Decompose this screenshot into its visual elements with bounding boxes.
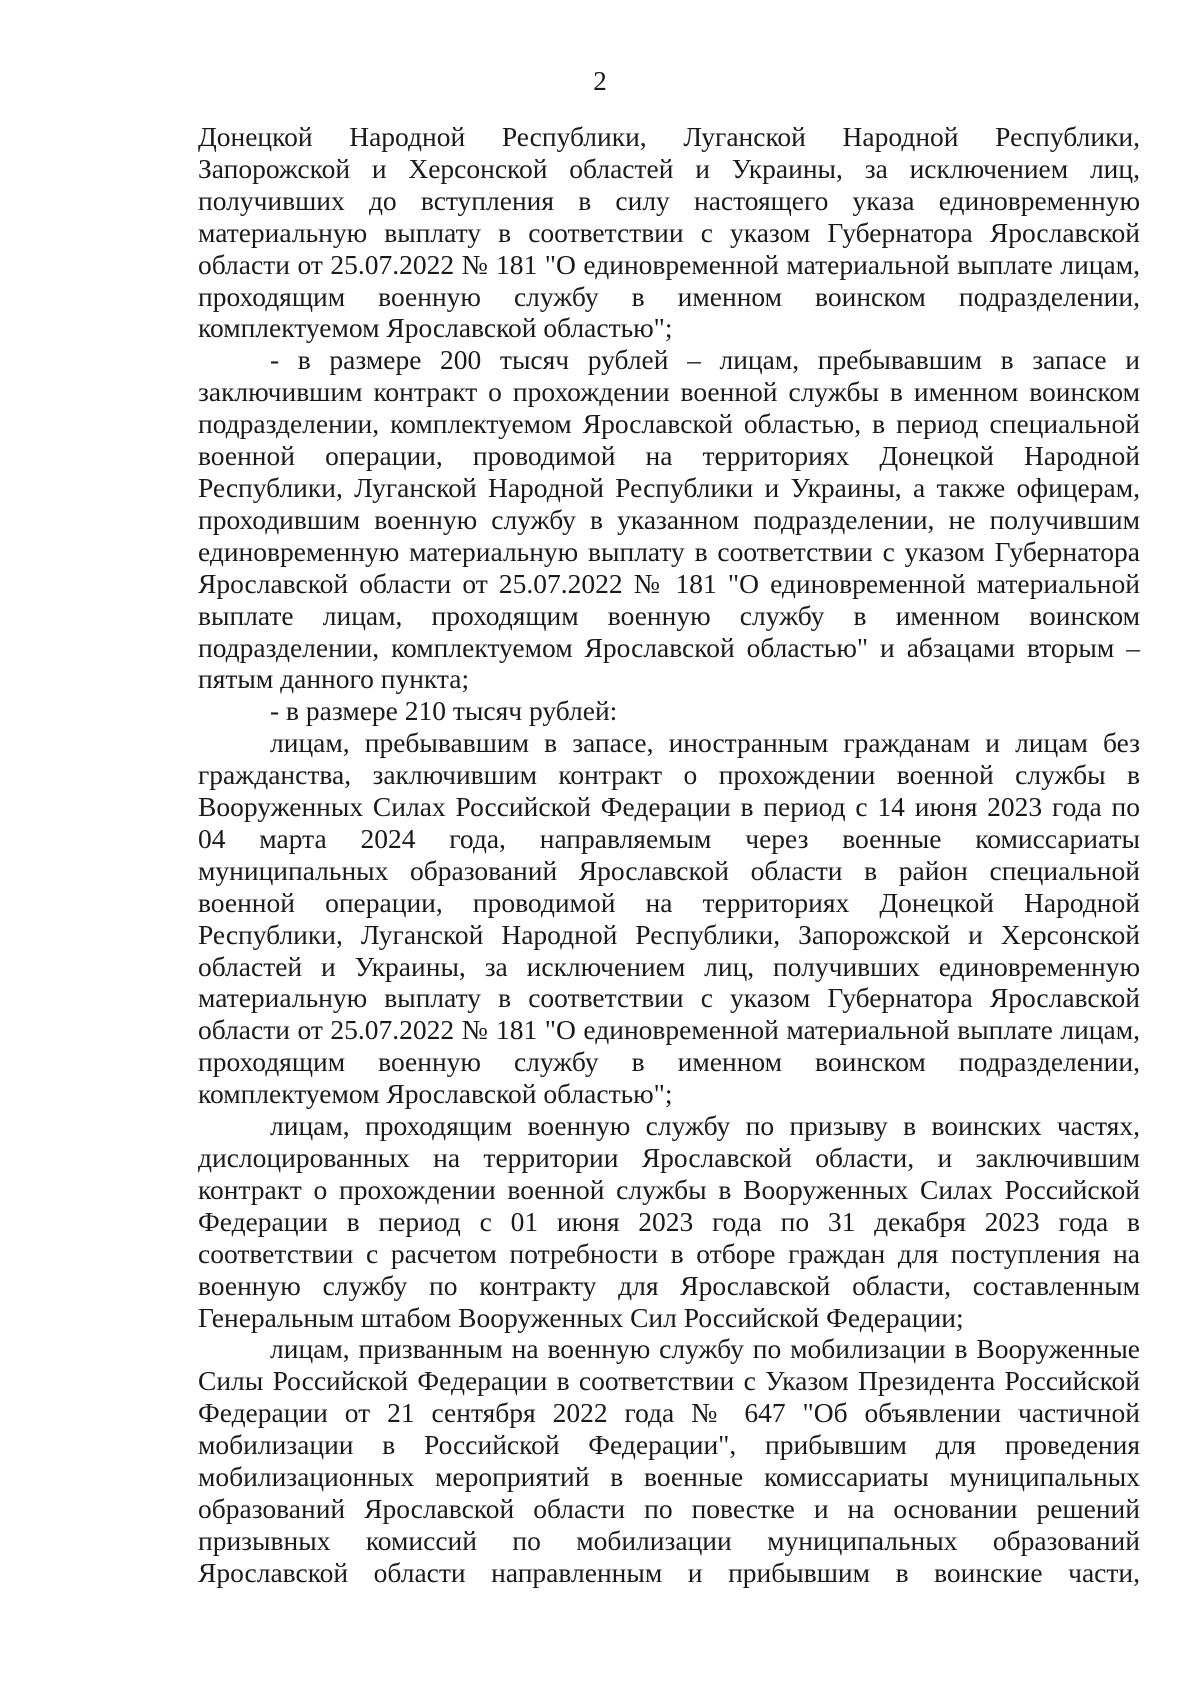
paragraph-mobilized: лицам, призванным на военную службу по мобилизации в Вооруженные Силы Российской Федерации в соответствии с Указом Президента Российской Федерации от 21 сентября 2022 года № 647 "Об объявлении частичной мобилизации в Российской Федерации", прибывшим для проведения мобилизационных мероприятий в военные комиссариаты муниципальных образований Ярославской области по повестке и на основании решений призывных комиссий по мобилизации муниципальных образований Ярославской области направленным и прибывшим в воинские части, [198,1333,1140,1588]
paragraph-continuation: Донецкой Народной Республики, Луганской Народной Республики, Запорожской и Херсонской областей и Украины, за исключением лиц, получивших до вступления в силу настоящего указа единовременную материальную выплату в соответствии с указом Губернатора Ярославской области от 25.07.2022 № 181 "О единовременной материальной выплате лицам, проходящим военную службу в именном воинском подразделении, комплектуемом Ярославской областью"; [198,121,1140,344]
paragraph-conscripts: лицам, проходящим военную службу по призыву в воинских частях, дислоцированных на территории Ярославской области, и заключившим контракт о прохождении военной службы в Вооруженных Силах Российской Федерации в период с 01 июня 2023 года по 31 декабря 2023 года в соответствии с расчетом потребности в отборе граждан для поступления на военную службу по контракту для Ярославской области, составленным Генеральным штабом Вооруженных Сил Российской Федерации; [198,1110,1140,1333]
paragraph-210k-heading: - в размере 210 тысяч рублей: [270,695,618,727]
page-number: 2 [593,66,607,96]
paragraph-200k: - в размере 200 тысяч рублей – лицам, пребывавшим в запасе и заключившим контракт о прохождении военной службы в именном воинском подразделении, комплектуемом Ярославской областью, в период специальной военной операции, проводимой на территориях Донецкой Народной Республики, Луганской Народной Республики и Украины, а также офицерам, проходившим военную службу в указанном подразделении, не получившим единовременную материальную выплату в соответствии с указом Губернатора Ярославской области от 25.07.2022 № 181 "О единовременной материальной выплате лицам, проходящим военную службу в именном воинском подразделении, комплектуемом Ярославской областью" и абзацами вторым – пятым данного пункта; [198,344,1140,695]
paragraph-reserve-persons: лицам, пребывавшим в запасе, иностранным гражданам и лицам без гражданства, заключившим контракт о прохождении военной службы в Вооруженных Силах Российской Федерации в период с 14 июня 2023 года по 04 марта 2024 года, направляемым через военные комиссариаты муниципальных образований Ярославской области в район специальной военной операции, проводимой на территориях Донецкой Народной Республики, Луганской Народной Республики, Запорожской и Херсонской областей и Украины, за исключением лиц, получивших единовременную материальную выплату в соответствии с указом Губернатора Ярославской области от 25.07.2022 № 181 "О единовременной материальной выплате лицам, проходящим военную службу в именном воинском подразделении, комплектуемом Ярославской областью"; [198,727,1140,1110]
document-body [198,121,1140,1589]
